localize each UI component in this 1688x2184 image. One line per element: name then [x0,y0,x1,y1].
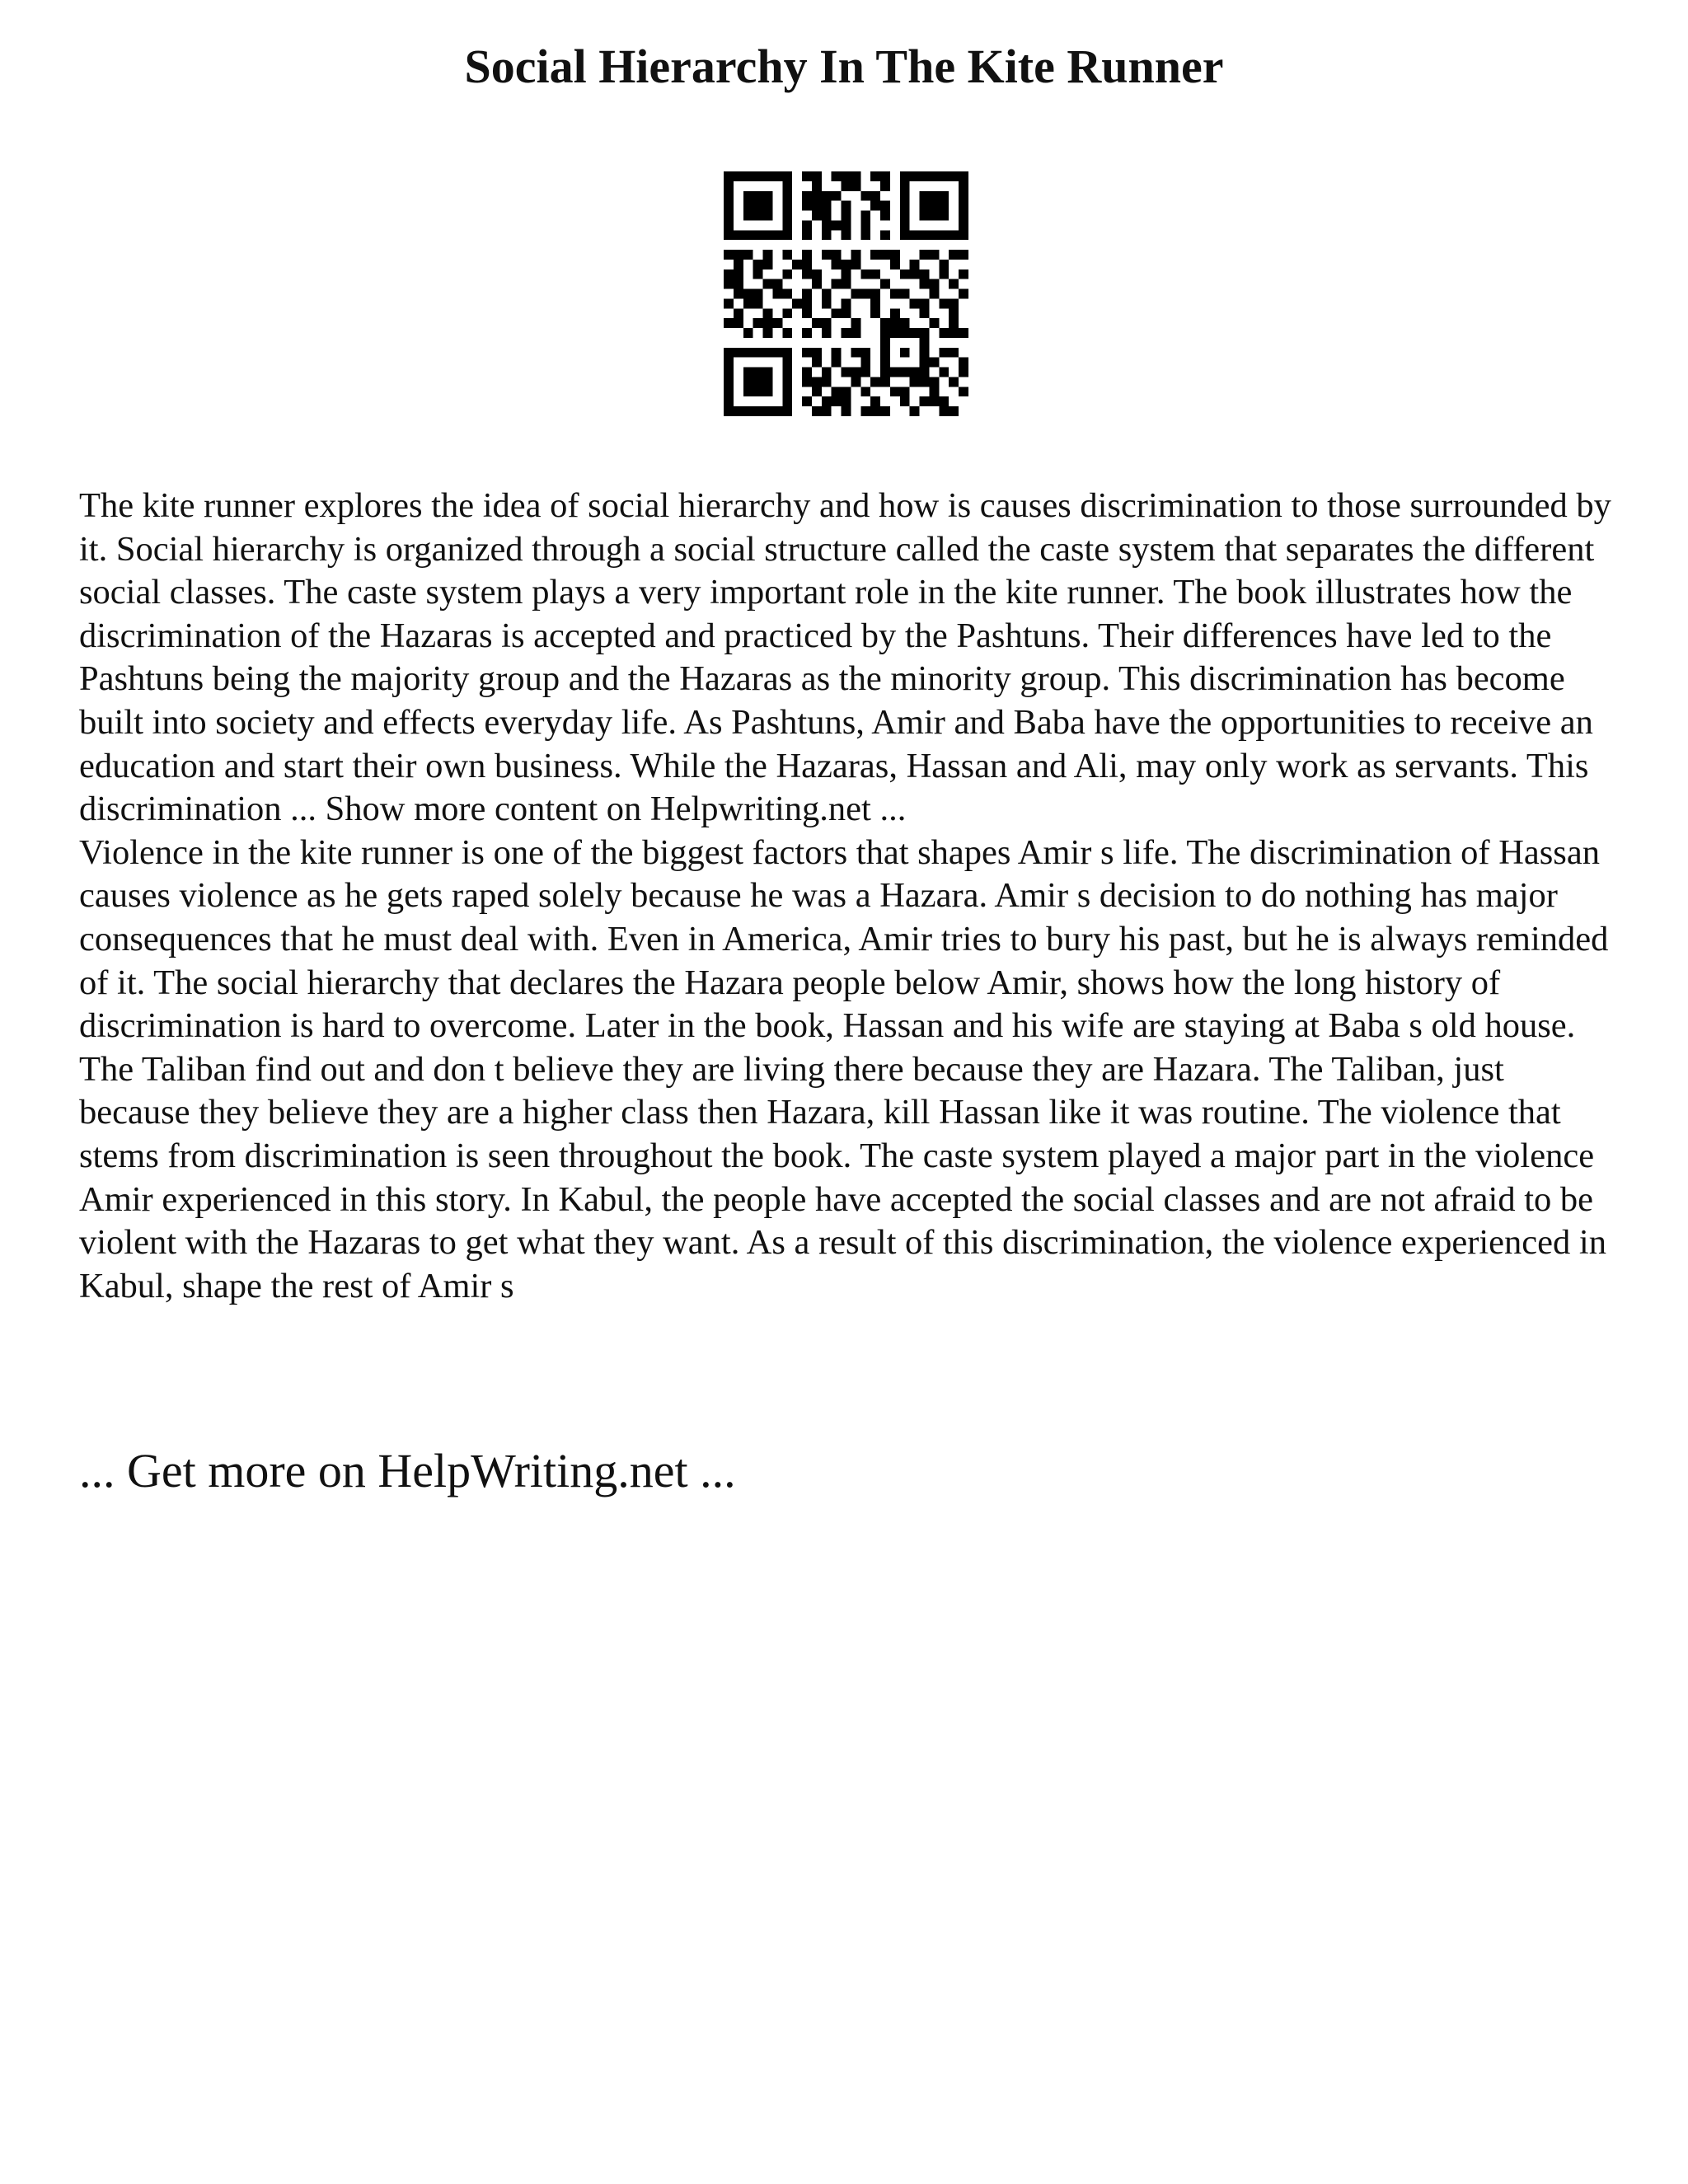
article-body [79,485,1620,1308]
paragraph-violence: Violence in the kite runner is one of the biggest factors that shapes Amir s life. The discrimination of Hassan causes violence as he gets raped solely because he was a Hazara. Amir s decision to do nothing has major consequences that he must deal with. Even in America, Amir tries to bury his past, but he is always reminded of it. The social hierarchy that declares the Hazara people below Amir, shows how the long history of discrimination is hard to overcome. Later in the book, Hassan and his wife are staying at Baba s old house. The Taliban find out and don t believe they are living there because they are Hazara. The Taliban, just because they believe they are a higher class then Hazara, kill Hassan like it was routine. The violence that stems from discrimination is seen throughout the book. The caste system played a major part in the violence Amir experienced in this story. In Kabul, the people have accepted the social classes and are not afraid to be violent with the Hazaras to get what they want. As a result of this discrimination, the violence experienced in Kabul, shape the rest of Amir s [79,832,1609,1305]
paragraph-intro: The kite runner explores the idea of social hierarchy and how is causes discrimination to those surrounded by it. Social hierarchy is organized through a social structure called the caste system that separates the different social classes. The caste system plays a very important role in the kite runner. The book illustrates how the discrimination of the Hazaras is accepted and practiced by the Pashtuns. Their differences have led to the Pashtuns being the majority group and the Hazaras as the minority group. This discrimination has become built into society and effects everyday life. As Pashtuns, Amir and Baba have the opportunities to receive an education and start their own business. While the Hazaras, Hassan and Ali, may only work as servants. This discrimination ... Show more content on Helpwriting.net ... [79,486,1611,829]
page-title: Social Hierarchy In The Kite Runner [464,40,1224,93]
qr-code-icon [724,171,968,416]
get-more-link[interactable]: ... Get more on HelpWriting.net ... [79,1444,736,1497]
